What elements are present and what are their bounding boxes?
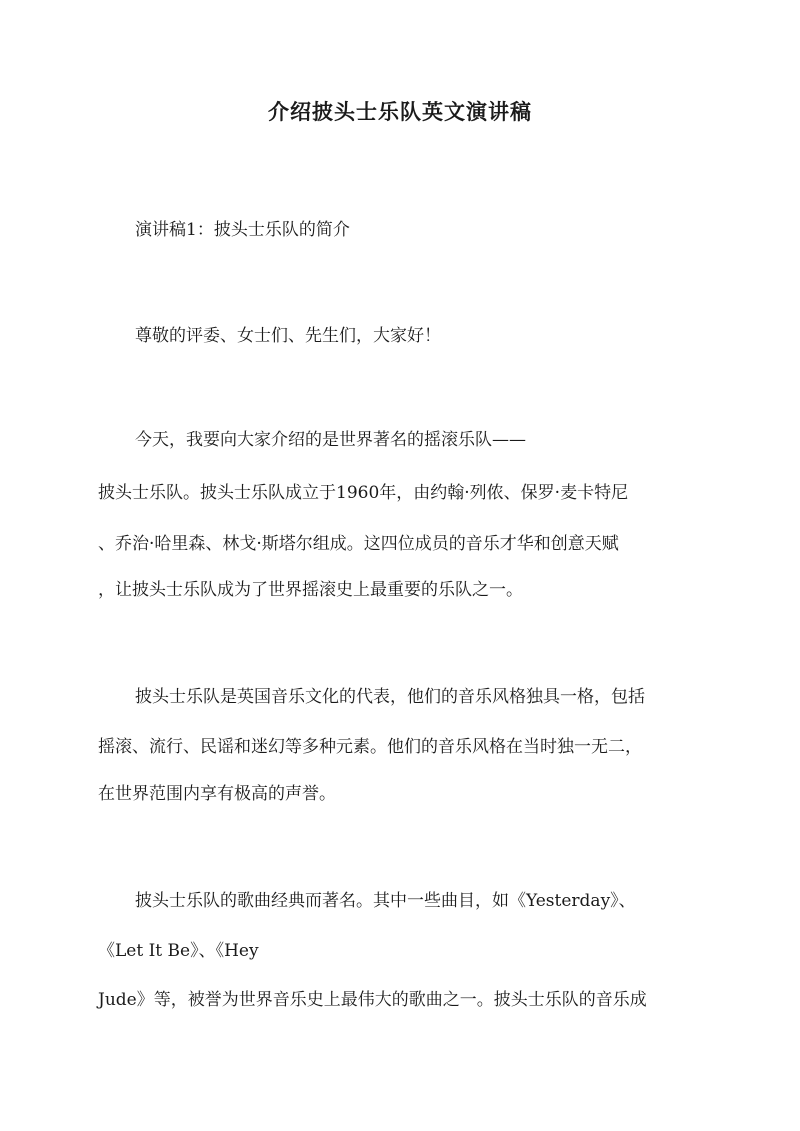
- paragraph1-line2: 披头士乐队。披头士乐队成立于1960年，由约翰·列侬、保罗·麦卡特尼: [98, 483, 629, 503]
- paragraph1-line1: 今天，我要向大家介绍的是世界著名的摇滚乐队——: [135, 430, 526, 450]
- paragraph1-line4: ，让披头士乐队成为了世界摇滚史上最重要的乐队之一。: [98, 580, 523, 600]
- paragraph2-line3: 在世界范围内享有极高的声誉。: [98, 784, 336, 804]
- paragraph3-line3: Jude》等，被誉为世界音乐史上最伟大的歌曲之一。披头士乐队的音乐成: [98, 990, 647, 1010]
- paragraph2-line2: 摇滚、流行、民谣和迷幻等多种元素。他们的音乐风格在当时独一无二，: [98, 737, 642, 757]
- paragraph3-line2: 《Let It Be》、《Hey: [98, 941, 259, 961]
- speech-heading: 演讲稿1：披头士乐队的简介: [135, 220, 350, 240]
- paragraph1-line3: 、乔治·哈里森、林戈·斯塔尔组成。这四位成员的音乐才华和创意天赋: [98, 534, 619, 554]
- paragraph2-line1: 披头士乐队是英国音乐文化的代表，他们的音乐风格独具一格，包括: [135, 687, 645, 707]
- document-title: 介绍披头士乐队英文演讲稿: [268, 99, 532, 124]
- paragraph3-line1: 披头士乐队的歌曲经典而著名。其中一些曲目，如《Yesterday》、: [135, 891, 636, 911]
- greeting: 尊敬的评委、女士们、先生们，大家好！: [135, 326, 441, 346]
